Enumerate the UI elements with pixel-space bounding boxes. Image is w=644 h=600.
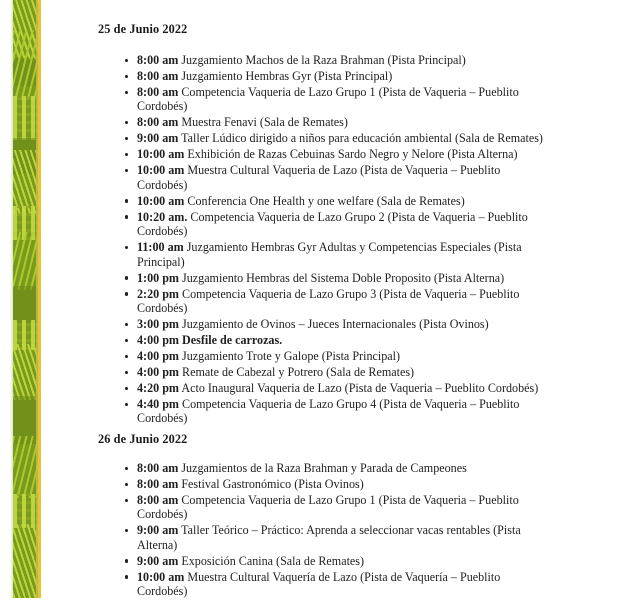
- schedule-item-description: Exposición Canina (Sala de Remates): [178, 553, 365, 568]
- bullet-icon: [125, 483, 128, 486]
- schedule-item: [98, 85, 553, 114]
- schedule-item: [98, 317, 553, 331]
- schedule-item-time: 2:20 pm: [137, 286, 179, 301]
- schedule-item-description: Competencia Vaqueria de Lazo Grupo 4 (Pista de Vaqueria – Pueblito Cordobés): [137, 397, 520, 426]
- schedule-item: [98, 365, 553, 379]
- schedule-item-description: Juzgamiento Hembras Gyr Adultas y Competencias Especiales (Pista Principal): [137, 240, 522, 269]
- schedule-item-description: Competencia Vaqueria de Lazo Grupo 1 (Pista de Vaqueria – Pueblito Cordobés): [137, 493, 519, 522]
- bullet-icon: [125, 292, 128, 295]
- schedule-item-time: 10:00 am: [137, 569, 185, 584]
- schedule-item-description: Exhibición de Razas Cebuinas Sardo Negro y Nelore (Pista Alterna): [184, 147, 518, 162]
- bullet-icon: [125, 121, 128, 124]
- schedule-item-time: 8:00 am: [137, 461, 179, 475]
- schedule-item: [98, 287, 553, 316]
- schedule-item: [98, 461, 553, 475]
- schedule-list-day-1: [98, 53, 553, 427]
- schedule-item-description: Muestra Cultural Vaqueria de Lazo (Pista de Vaqueria – Pueblito Cordobés): [137, 163, 501, 192]
- schedule-item: [98, 570, 553, 599]
- schedule-item-description: Juzgamiento Hembras del Sistema Doble Proposito (Pista Alterna): [179, 270, 505, 285]
- schedule-item-time: 8:00 am: [137, 85, 179, 99]
- bullet-icon: [125, 575, 128, 578]
- schedule-list-day-2: [98, 461, 553, 600]
- schedule-item-time: 9:00 am: [137, 131, 179, 146]
- schedule-item-description: Juzgamiento Trote y Galope (Pista Principal): [179, 349, 401, 364]
- bullet-icon: [125, 499, 128, 502]
- bullet-icon: [125, 169, 128, 172]
- bullet-icon: [125, 137, 128, 140]
- schedule-item-time: 10:00 am: [137, 193, 185, 208]
- schedule-item-description: Taller Teórico – Práctico: Aprenda a seleccionar vacas rentables (Pista Alterna): [137, 523, 521, 552]
- bullet-icon: [125, 355, 128, 358]
- schedule-item-description: Desfile de carrozas.: [179, 333, 283, 348]
- schedule-item-time: 8:00 am: [137, 493, 179, 507]
- schedule-item: [98, 69, 553, 83]
- schedule-item-time: 8:00 am: [137, 115, 179, 130]
- schedule-item-description: Remate de Cabezal y Potrero (Sala de Remates): [179, 365, 415, 380]
- schedule-item-description: Juzgamiento de Ovinos – Jueces Internacionales (Pista Ovinos): [179, 317, 489, 332]
- schedule-item: [98, 271, 553, 285]
- schedule-item-time: 4:00 pm: [137, 333, 179, 348]
- schedule-item-time: 4:00 pm: [137, 349, 179, 364]
- schedule-item: [98, 147, 553, 161]
- schedule-item-time: 9:00 am: [137, 553, 179, 568]
- schedule-item-description: Taller Lúdico dirigido a niños para educación ambiental (Sala de Remates): [178, 131, 543, 146]
- bullet-icon: [125, 153, 128, 156]
- schedule-item-description: Competencia Vaqueria de Lazo Grupo 2 (Pista de Vaqueria – Pueblito Cordobés): [137, 209, 528, 239]
- bullet-icon: [125, 403, 128, 406]
- bullet-icon: [125, 323, 128, 326]
- bullet-icon: [125, 529, 128, 532]
- schedule-item-description: Muestra Fenavi (Sala de Remates): [178, 115, 348, 130]
- schedule-item: [98, 53, 553, 67]
- schedule-item: [98, 523, 553, 552]
- schedule-item-description: Acto Inaugural Vaqueria de Lazo (Pista de Vaqueria – Pueblito Cordobés): [179, 381, 539, 396]
- schedule-item-description: Competencia Vaqueria de Lazo Grupo 3 (Pista de Vaqueria – Pueblito Cordobés): [137, 286, 520, 316]
- bullet-icon: [125, 75, 128, 78]
- day-heading-2: 26 de Junio 2022: [98, 432, 188, 446]
- schedule-item-time: 8:00 am: [137, 53, 179, 67]
- schedule-content: [98, 0, 576, 598]
- schedule-item: [98, 493, 553, 522]
- schedule-item: [98, 333, 553, 347]
- schedule-item-time: 4:00 pm: [137, 365, 179, 380]
- schedule-item-time: 11:00 am: [137, 240, 184, 255]
- schedule-item-time: 4:20 pm: [137, 381, 179, 396]
- bullet-icon: [125, 387, 128, 390]
- bullet-icon: [125, 91, 128, 94]
- bullet-icon: [125, 215, 128, 218]
- bullet-icon: [125, 339, 128, 342]
- schedule-item-time: 8:00 am: [137, 69, 179, 83]
- schedule-item-description: Festival Gastronómico (Pista Ovinos): [178, 477, 364, 491]
- bullet-icon: [125, 276, 128, 279]
- schedule-item: [98, 194, 553, 208]
- day-heading-1: 25 de Junio 2022: [98, 22, 188, 36]
- schedule-item: [98, 210, 553, 239]
- schedule-item-description: Juzgamientos de la Raza Brahman y Parada de Campeones: [178, 461, 467, 475]
- schedule-item-time: 10:00 am: [137, 163, 185, 178]
- bullet-icon: [125, 59, 128, 62]
- bullet-icon: [125, 246, 128, 249]
- schedule-item-description: Competencia Vaqueria de Lazo Grupo 1 (Pista de Vaqueria – Pueblito Cordobés): [137, 85, 519, 114]
- bullet-icon: [125, 559, 128, 562]
- bullet-icon: [125, 199, 128, 202]
- schedule-item: [98, 131, 553, 145]
- schedule-item-time: 9:00 am: [137, 523, 179, 538]
- schedule-item-description: Juzgamiento Hembras Gyr (Pista Principal): [178, 69, 393, 83]
- schedule-item-description: Conferencia One Health y one welfare (Sala de Remates): [184, 193, 465, 208]
- schedule-item-description: Juzgamiento Machos de la Raza Brahman (Pista Principal): [178, 53, 466, 67]
- schedule-item-time: 4:40 pm: [137, 397, 179, 412]
- schedule-item-time: 10:00 am: [137, 147, 185, 162]
- schedule-item-time: 8:00 am: [137, 477, 179, 491]
- bullet-icon: [125, 467, 128, 470]
- schedule-item: [98, 163, 553, 192]
- schedule-item-time: 1:00 pm: [137, 270, 179, 285]
- schedule-item-description: Muestra Cultural Vaquería de Lazo (Pista de Vaquería – Pueblito Cordobés): [137, 569, 501, 599]
- schedule-item: [98, 381, 553, 395]
- schedule-item: [98, 115, 553, 129]
- schedule-item: [98, 397, 553, 426]
- gold-rule: [38, 0, 41, 598]
- bullet-icon: [125, 371, 128, 374]
- schedule-item: [98, 477, 553, 491]
- schedule-item: [98, 554, 553, 568]
- schedule-item: [98, 240, 553, 269]
- schedule-item-time: 10:20 am.: [137, 209, 188, 224]
- schedule-item: [98, 349, 553, 363]
- schedule-item-time: 3:00 pm: [137, 317, 179, 332]
